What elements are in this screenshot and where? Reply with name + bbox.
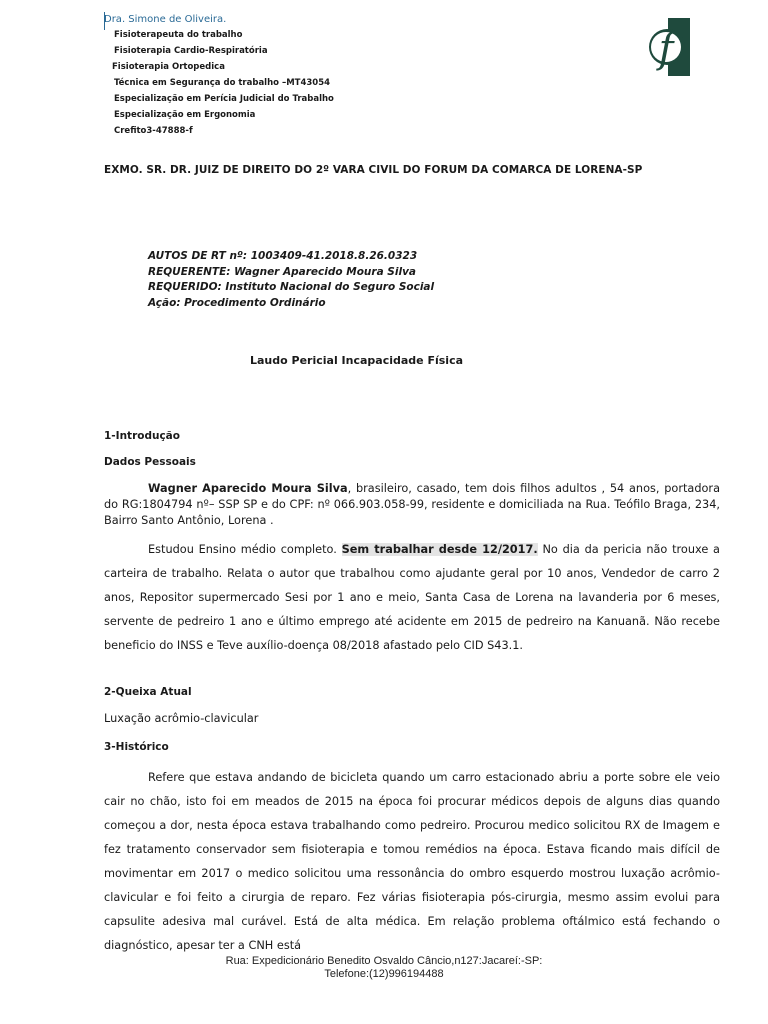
- history-paragraph: [104, 766, 720, 958]
- letterhead-line: Crefito3-47888-f: [114, 126, 193, 136]
- footer-phone: Telefone:(12)996194488: [324, 968, 444, 980]
- highlighted-text: Sem trabalhar desde 12/2017.: [341, 543, 538, 556]
- letterhead-line: Fisioterapeuta do trabalho: [114, 30, 243, 40]
- work-text-body: No dia da pericia não trouxe a carteira de trabalho. Relata o autor que trabalhou como ajudante geral por 10 anos, Vendedor de carro 2 anos, Repositor supermercado Sesi por 1 ano e meio, Santa Casa de Lorena na lavanderia por 6 meses, servente de pedreiro 1 ano e último emprego até acidente em 2015 de pedreiro na Kanuanã. Não recebe beneficio do INSS e Teve auxílio-doença 08/2018 afastado pelo CID S43.1.: [104, 543, 720, 652]
- action-type: Ação: Procedimento Ordinário: [148, 296, 326, 309]
- page-footer: [0, 955, 768, 981]
- personal-data-heading: Dados Pessoais: [104, 456, 196, 468]
- case-number: AUTOS DE RT nº: 1003409-41.2018.8.26.0323: [148, 250, 418, 262]
- work-text-intro: Estudou Ensino médio completo.: [148, 543, 342, 556]
- letterhead-line: Fisioterapia Ortopedica: [112, 62, 225, 72]
- letterhead-line: Especialização em Perícia Judicial do Trabalho: [114, 94, 334, 104]
- letterhead-line: Fisioterapia Cardio-Respiratória: [114, 46, 268, 56]
- letterhead-name: Dra. Simone de Oliveira.: [104, 14, 227, 25]
- salutation: EXMO. SR. DR. JUIZ DE DIREITO DO 2º VARA CIVIL DO FORUM DA COMARCA DE LORENA-SP: [104, 164, 643, 176]
- document-title: Laudo Pericial Incapacidade Física: [250, 354, 464, 367]
- personal-data-paragraph: [104, 481, 720, 529]
- intro-heading: 1-Introdução: [104, 430, 180, 442]
- case-identification: [148, 249, 568, 311]
- work-history-paragraph: [104, 538, 720, 658]
- letterhead: [104, 12, 524, 139]
- defendant: REQUERIDO: Instituto Nacional do Seguro Social: [148, 281, 435, 293]
- clinic-logo: [644, 18, 690, 76]
- history-heading: 3-Histórico: [104, 741, 169, 753]
- complaint-heading: 2-Queixa Atual: [104, 686, 192, 698]
- history-text: Refere que estava andando de bicicleta quando um carro estacionado abriu a porte sobre ele veio cair no chão, isto foi em meados de 2015 na época foi procurar médicos depois de alguns dias quando começou a dor, nesta época estava trabalhando como pedreiro. Procurou medico solicitou RX de Imagem e fez tratamento conservador sem fisioterapia e tomou remédios na época. Estava ficando mais difícil de movimentar em 2017 o medico solicitou uma ressonância do ombro esquerdo mostrou luxação acrômio-clavicular e foi feito a cirurgia de reparo. Fez várias fisioterapia pós-cirurgia, mesmo assim evolui para capsulite adesiva mal curável. Está de alta médica. Em relação problema oftálmico está fechando o diagnóstico, apesar ter a CNH está: [104, 771, 720, 952]
- logo-letter: f: [658, 26, 674, 72]
- complaint-text: Luxação acrômio-clavicular: [104, 712, 259, 725]
- letterhead-line: Especialização em Ergonomia: [114, 110, 256, 120]
- letterhead-line: Técnica em Segurança do trabalho –MT43054: [114, 78, 331, 88]
- personal-data-text: , brasileiro, casado, tem dois filhos adultos , 54 anos, portadora do RG:1804794 nº– SSP SP e do CPF: nº 066.903.058-99, residente e domiciliada na Rua. Teófilo Braga, 234, Bairro Santo Antônio, Lorena .: [104, 482, 720, 527]
- claimant-name: Wagner Aparecido Moura Silva: [148, 482, 348, 495]
- plaintiff: REQUERENTE: Wagner Aparecido Moura Silva: [148, 265, 417, 278]
- footer-address: Rua: Expedicionário Benedito Osvaldo Câncio,n127:Jacareí:-SP:: [225, 955, 543, 967]
